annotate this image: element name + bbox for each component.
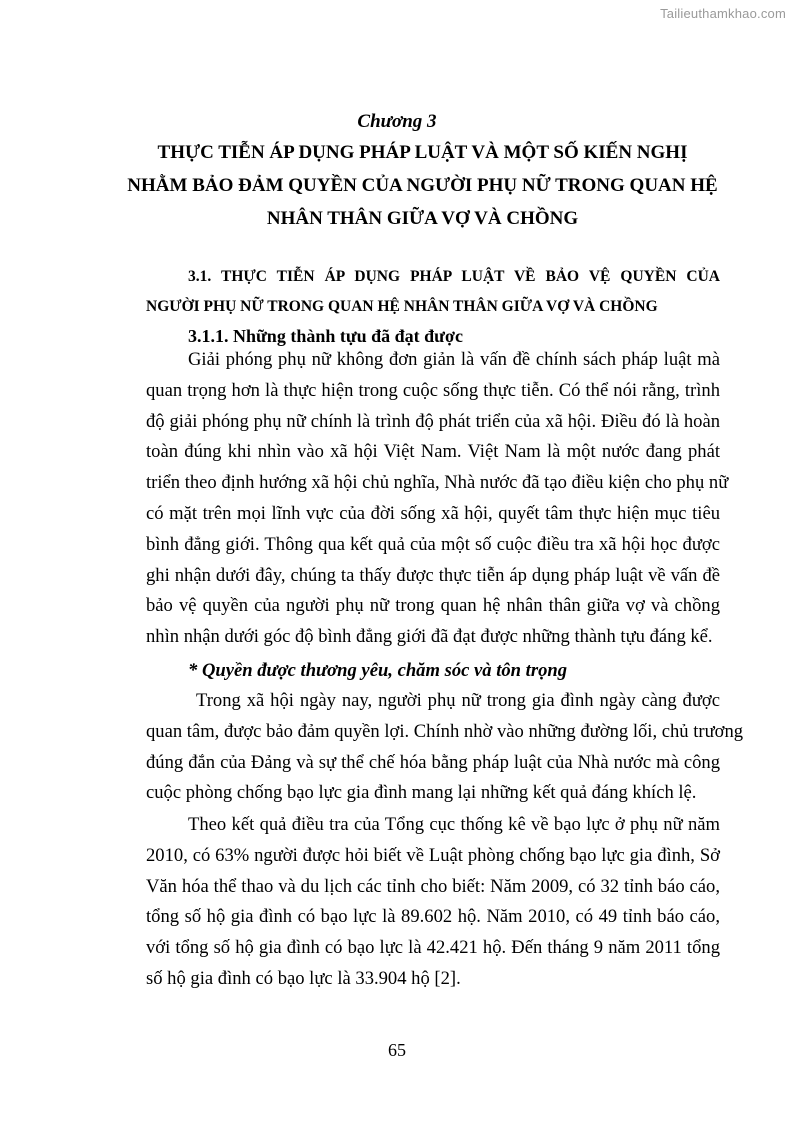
paragraph-line: Trong xã hội ngày nay, người phụ nữ trong gia đình ngày càng được [196, 690, 720, 711]
paragraph-line: có mặt trên mọi lĩnh vực của đời sống xã hội, quyết tâm thực hiện mục tiêu [146, 502, 720, 524]
chapter-title-line: NHẰM BẢO ĐẢM QUYỀN CỦA NGƯỜI PHỤ NỮ TRONG QUAN HỆ [127, 175, 718, 196]
chapter-title-line: THỰC TIỄN ÁP DỤNG PHÁP LUẬT VÀ MỘT SỐ KIẾN NGHỊ [157, 142, 688, 163]
paragraph-1 [146, 345, 729, 653]
paragraph-line: bảo vệ quyền của người phụ nữ trong quan hệ nhân thân giữa vợ và chồng [146, 595, 720, 617]
paragraph-line: nhìn nhận dưới góc độ bình đẳng giới đã đạt được những thành tựu đáng kể. [146, 626, 713, 648]
watermark: Tailieuthamkhao.com [660, 6, 786, 21]
paragraph-line: Văn hóa thể thao và du lịch các tỉnh cho biết: Năm 2009, có 32 tỉnh báo cáo, [146, 875, 720, 897]
paragraph-line: Giải phóng phụ nữ không đơn giản là vấn đề chính sách pháp luật mà [188, 349, 720, 370]
italic-subheading: * Quyền được thương yêu, chăm sóc và tôn trọng [188, 660, 568, 681]
page-number: 65 [388, 1040, 406, 1060]
paragraph-line: 2010, có 63% người được hỏi biết về Luật phòng chống bạo lực gia đình, Sở [146, 844, 720, 866]
paragraph-2 [146, 686, 744, 809]
chapter-title [120, 136, 725, 235]
paragraph-line: triển theo định hướng xã hội chủ nghĩa, Nhà nước đã tạo điều kiện cho phụ nữ [146, 472, 729, 494]
paragraph-line: cuộc phòng chống bạo lực gia đình mang lại những kết quả đáng khích lệ. [146, 782, 697, 804]
subsection-title: 3.1.1. Những thành tựu đã đạt được [188, 326, 463, 346]
paragraph-line: quan tâm, được bảo đảm quyền lợi. Chính nhờ vào những đường lối, chủ trương [146, 720, 744, 742]
paragraph-line: tổng số hộ gia đình có bạo lực là 89.602 hộ. Năm 2010, có 49 tỉnh báo cáo, [146, 906, 720, 928]
paragraph-line: với tổng số hộ gia đình có bạo lực là 42.421 hộ. Đến tháng 9 năm 2011 tổng [146, 937, 720, 959]
paragraph-line: toàn đúng khi nhìn vào xã hội Việt Nam. Việt Nam là một nước đang phát [146, 441, 720, 463]
paragraph-line: quan trọng hơn là thực hiện trong cuộc sống thực tiễn. Có thể nói rằng, trình [146, 379, 720, 401]
section-title-line: NGƯỜI PHỤ NỮ TRONG QUAN HỆ NHÂN THÂN GIỮA VỢ VÀ CHỒNG [146, 298, 658, 315]
paragraph-line: bình đẳng giới. Thông qua kết quả của một số cuộc điều tra xã hội học được [146, 533, 720, 555]
section-title-line: 3.1. THỰC TIỄN ÁP DỤNG PHÁP LUẬT VỀ BẢO VỆ QUYỀN CỦA [188, 268, 720, 285]
paragraph-line: số hộ gia đình có bạo lực là 33.904 hộ [2]. [146, 967, 461, 989]
paragraph-line: ghi nhận dưới đây, chúng ta thấy được thực tiễn áp dụng pháp luật về vấn đề [146, 564, 720, 586]
paragraph-line: Theo kết quả điều tra của Tổng cục thống kê về bạo lực ở phụ nữ năm [188, 814, 720, 835]
section-title [146, 262, 720, 322]
chapter-label: Chương 3 [357, 111, 437, 132]
chapter-title-line: NHÂN THÂN GIỮA VỢ VÀ CHỒNG [266, 208, 579, 229]
paragraph-3 [146, 810, 720, 995]
paragraph-line: độ giải phóng phụ nữ chính là trình độ phát triển của xã hội. Điều đó là hoàn [146, 410, 720, 432]
paragraph-line: đúng đắn của Đảng và sự thể chế hóa bằng pháp luật của Nhà nước mà công [146, 751, 720, 773]
